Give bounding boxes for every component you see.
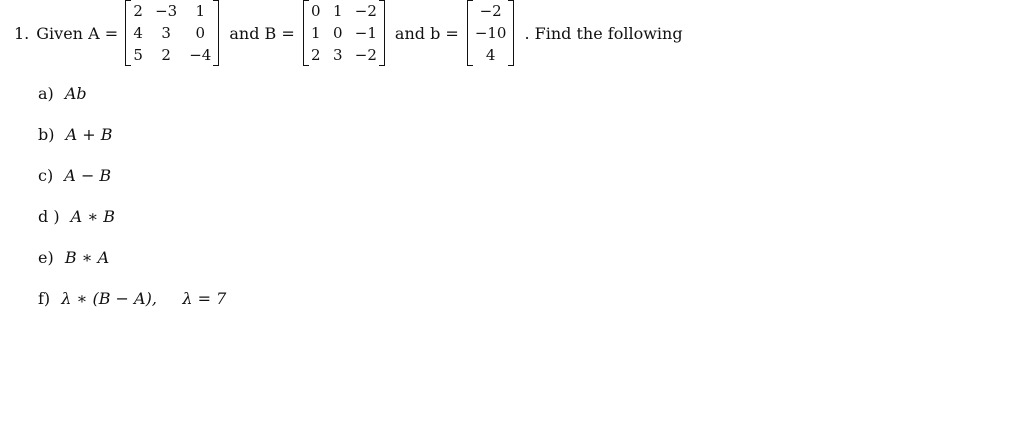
part-expression: A − B: [64, 166, 112, 185]
part-c: [38, 166, 111, 185]
matrix-a-cell: 0: [195, 24, 206, 42]
matrix-a-cell: −4: [189, 46, 212, 64]
matrix-b-cell: 3: [333, 46, 343, 64]
matrix-b-cell: −2: [354, 46, 377, 64]
matrix-a-cell: 2: [161, 46, 171, 64]
matrix-a-cell: 4: [133, 24, 143, 42]
problem-statement: [14, 0, 683, 66]
vector-b-grid: [473, 0, 509, 66]
vector-b-cell: 4: [485, 46, 496, 64]
matrix-a-cell: 3: [161, 24, 171, 42]
part-label: c): [38, 166, 54, 185]
matrix-b-cell: −1: [354, 24, 377, 42]
part-label: e): [38, 248, 54, 267]
matrix-b-cell: −2: [354, 2, 377, 20]
part-expression: A ∗ B: [70, 207, 116, 226]
problem-number: 1.: [14, 23, 30, 43]
vector-b-cell: −10: [474, 24, 507, 42]
matrix-a-grid: [131, 0, 213, 66]
matrix-a: [125, 0, 219, 66]
matrix-b-grid: [309, 0, 379, 66]
vector-b: [467, 0, 515, 66]
matrix-b: [303, 0, 385, 66]
part-a: [38, 84, 87, 103]
part-expression: Ab: [64, 84, 87, 103]
matrix-b-cell: 1: [311, 24, 321, 42]
part-f: [38, 289, 226, 308]
matrix-b-cell: 2: [311, 46, 321, 64]
find-text: . Find the following: [524, 23, 683, 43]
matrix-b-cell: 1: [333, 2, 343, 20]
part-label: d ): [38, 207, 60, 226]
part-label: f): [38, 289, 51, 308]
part-d: [38, 207, 115, 226]
matrix-a-cell: 2: [133, 2, 143, 20]
part-e: [38, 248, 109, 267]
and-b-vector-text: and b =: [394, 23, 459, 43]
matrix-a-cell: 5: [133, 46, 143, 64]
part-expression: λ ∗ (B − A), λ = 7: [61, 289, 227, 308]
vector-b-cell: −2: [479, 2, 502, 20]
matrix-a-cell: 1: [195, 2, 206, 20]
part-label: a): [38, 84, 54, 103]
part-expression: B ∗ A: [64, 248, 110, 267]
matrix-b-cell: 0: [311, 2, 321, 20]
part-b: [38, 125, 112, 144]
given-text: Given A =: [36, 23, 119, 43]
and-b-matrix-text: and B =: [229, 23, 295, 43]
matrix-b-cell: 0: [333, 24, 343, 42]
part-expression: A + B: [65, 125, 113, 144]
matrix-a-cell: −3: [155, 2, 178, 20]
part-label: b): [38, 125, 55, 144]
